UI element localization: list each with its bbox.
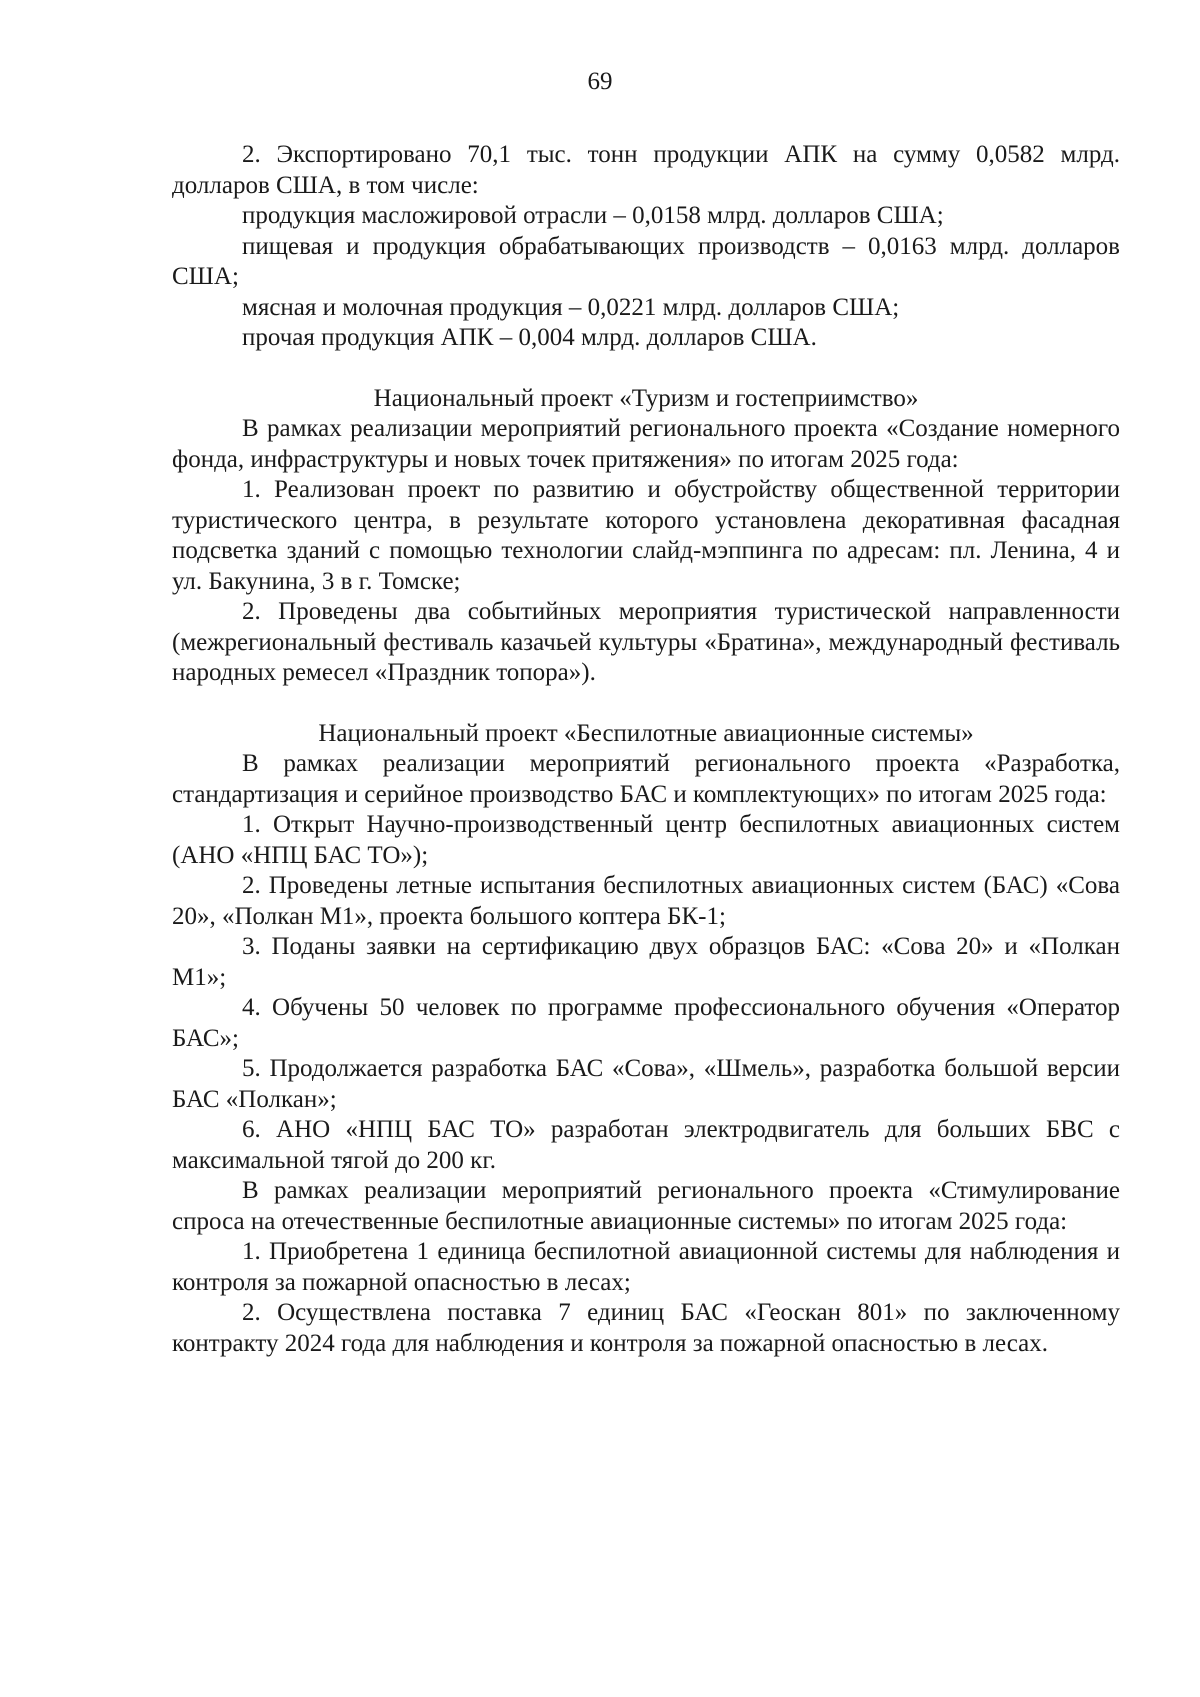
export-item: прочая продукция АПК – 0,004 млрд. долларов США.	[242, 324, 817, 351]
section-gap	[172, 689, 1120, 719]
section-gap	[172, 354, 1120, 384]
bas-item: 5. Продолжается разработка БАС «Сова», «Шмель», разработка большой версии БАС «Полкан»;	[172, 1055, 1120, 1113]
bas-heading: Национальный проект «Беспилотные авиационные системы»	[318, 719, 974, 747]
export-item: пищевая и продукция обрабатывающих производств – 0,0163 млрд. долларов США;	[172, 232, 1120, 290]
bas-demand-item: 2. Осуществлена поставка 7 единиц БАС «Геоскан 801» по заключенному контракту 2024 года для наблюдения и контроля за пожарной опасностью в лесах.	[172, 1299, 1120, 1357]
tourism-heading: Национальный проект «Туризм и гостеприимство»	[373, 384, 919, 412]
tourism-intro: В рамках реализации мероприятий регионального проекта «Создание номерного фонда, инфраструктуры и новых точек притяжения» по итогам 2025 года:	[172, 415, 1120, 473]
bas-demand-item: 1. Приобретена 1 единица беспилотной авиационной системы для наблюдения и контроля за пожарной опасностью в лесах;	[172, 1238, 1120, 1296]
export-item: мясная и молочная продукция – 0,0221 млрд. долларов США;	[242, 293, 900, 321]
bas-item: 1. Открыт Научно-производственный центр беспилотных авиационных систем (АНО «НПЦ БАС ТО»);	[172, 811, 1120, 869]
document-body	[172, 140, 1120, 1359]
export-item: продукция масложировой отрасли – 0,0158 млрд. долларов США;	[242, 202, 944, 229]
bas-item: 3. Поданы заявки на сертификацию двух образцов БАС: «Сова 20» и «Полкан М1»;	[172, 933, 1120, 991]
bas-item: 6. АНО «НПЦ БАС ТО» разработан электродвигатель для больших БВС с максимальной тягой до 200 кг.	[172, 1116, 1120, 1174]
page-number: 69	[587, 68, 613, 95]
bas-intro: В рамках реализации мероприятий регионального проекта «Разработка, стандартизация и серийное производство БАС и комплектующих» по итогам 2025 года:	[172, 750, 1120, 808]
tourism-item: 2. Проведены два событийных мероприятия туристической направленности (межрегиональный фестиваль казачьей культуры «Братина», международный фестиваль народных ремесел «Праздник топора»).	[172, 598, 1120, 686]
bas-item: 4. Обучены 50 человек по программе профессионального обучения «Оператор БАС»;	[172, 994, 1120, 1052]
tourism-item: 1. Реализован проект по развитию и обустройству общественной территории туристического центра, в результате которого установлена декоративная фасадная подсветка зданий с помощью технологии слайд-мэппинга по адресам: пл. Ленина, 4 и ул. Бакунина, 3 в г. Томске;	[172, 476, 1120, 595]
bas-demand-intro: В рамках реализации мероприятий регионального проекта «Стимулирование спроса на отечественные беспилотные авиационные системы» по итогам 2025 года:	[172, 1177, 1120, 1235]
export-paragraph: 2. Экспортировано 70,1 тыс. тонн продукции АПК на сумму 0,0582 млрд. долларов США, в том числе:	[172, 141, 1120, 199]
bas-item: 2. Проведены летные испытания беспилотных авиационных систем (БАС) «Сова 20», «Полкан М1», проекта большого коптера БК-1;	[172, 872, 1120, 930]
